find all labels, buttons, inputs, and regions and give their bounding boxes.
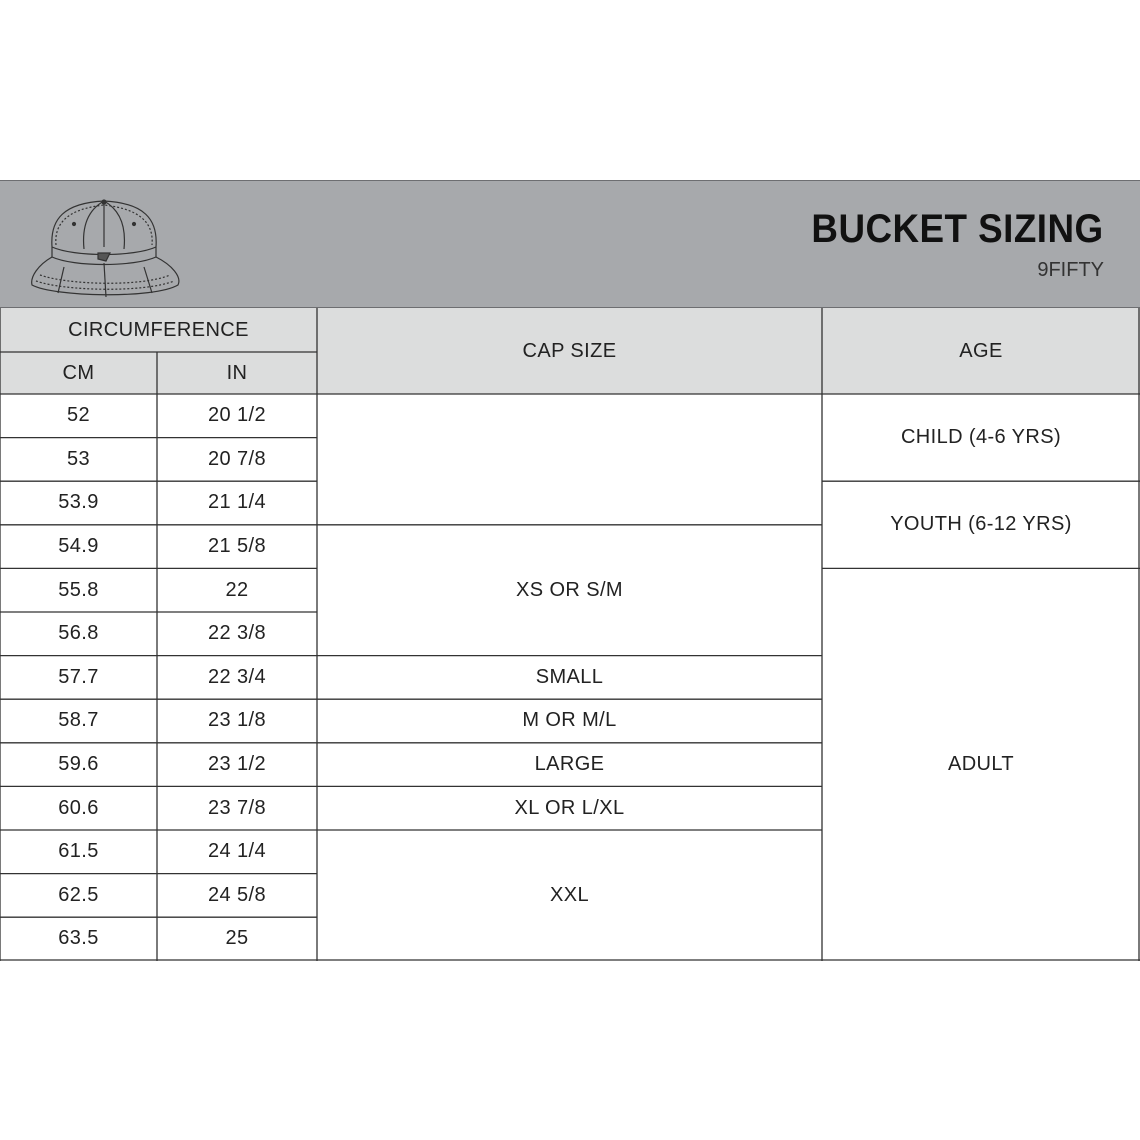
in-cell: 23 1/2 [207,753,266,776]
age-cell: YOUTH (6-12 YRS) [890,513,1072,536]
age-cell: CHILD (4-6 YRS) [900,426,1062,449]
in-cell: 25 [225,927,249,950]
in-cell: 23 7/8 [207,796,266,819]
circumference-header: CIRCUMFERENCE [0,308,317,352]
cm-cell: 56.8 [58,622,99,645]
cm-cell: 53.9 [58,491,99,514]
in-cell: 24 5/8 [207,883,266,906]
cm-cell: 52 [66,404,91,427]
cm-cell: 60.6 [58,796,99,819]
chart-title: BUCKET SIZING [811,207,1104,251]
cap-size-cell: XS OR S/M [516,578,623,601]
cm-cell: 58.7 [58,709,99,732]
in-cell: 20 1/2 [207,404,266,427]
in-header: IN [157,352,317,394]
in-cell: 24 1/4 [207,840,266,863]
cm-cell: 63.5 [58,927,99,950]
cap-size-cell: XXL [549,883,589,906]
cm-cell: 57.7 [58,665,99,688]
age-cell: ADULT [947,753,1015,776]
in-cell: 23 1/8 [207,709,266,732]
in-cell: 21 1/4 [207,491,266,514]
cm-cell: 62.5 [58,883,99,906]
table-grid [0,180,1140,961]
cap-size-cell: M OR M/L [522,709,617,732]
cap-size-cell: SMALL [535,665,604,688]
size-chart [0,180,1140,961]
cap-size-cell: XL OR L/XL [514,796,625,819]
cap-size-cell: LARGE [534,753,605,776]
cm-cell: 59.6 [58,753,99,776]
in-cell: 22 [225,578,249,601]
cm-cell: 54.9 [58,535,99,558]
in-cell: 21 5/8 [207,535,266,558]
cm-cell: 55.8 [58,578,99,601]
cap-size-header: CAP SIZE [317,308,822,394]
cm-header: CM [0,352,157,394]
in-cell: 22 3/4 [207,665,266,688]
in-cell: 20 7/8 [207,447,266,470]
age-header: AGE [822,308,1140,394]
cm-cell: 53 [66,447,91,470]
cm-cell: 61.5 [58,840,99,863]
chart-subtitle: 9FIFTY [1037,259,1104,281]
in-cell: 22 3/8 [207,622,266,645]
